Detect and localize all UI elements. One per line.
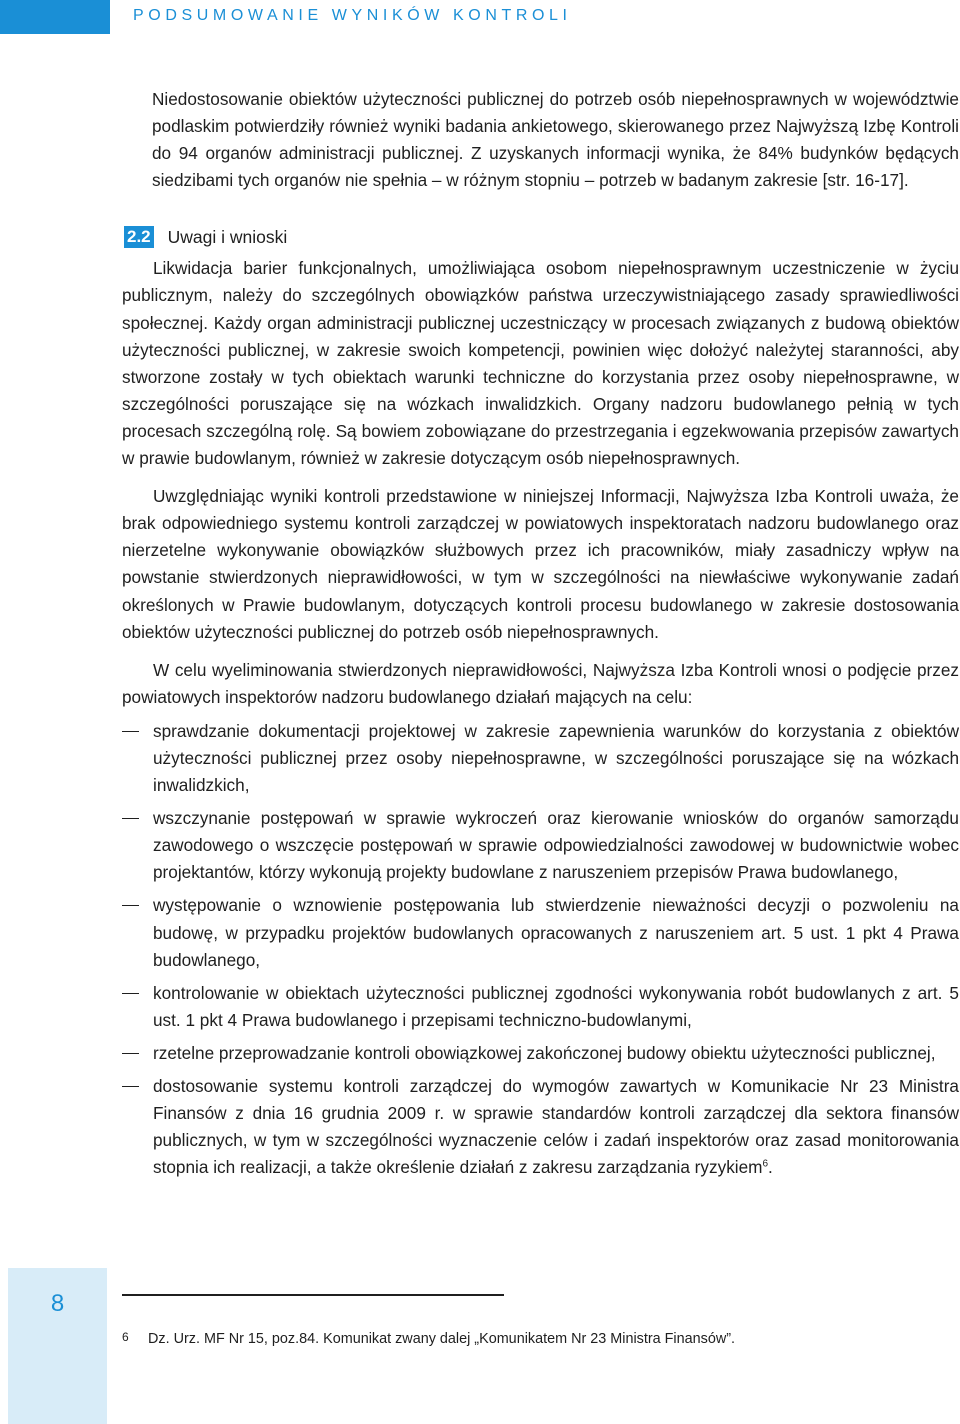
footnote — [122, 1330, 735, 1347]
list-item-text: występowanie o wznowienie postępowania lub stwierdzenie nieważności decyzji o pozwoleniu na budowę, w przypadku projektów budowlanych opracowanych z naruszeniem art. 5 ust. 1 pkt 4 Prawa budowlanego, — [153, 895, 959, 970]
dash-bullet-icon — [122, 818, 139, 819]
intro-paragraph: Niedostosowanie obiektów użyteczności publicznej do potrzeb osób niepełnosprawnych w województwie podlaskim potwierdziły również wyniki badania ankietowego, skierowanego przez Najwyższą Izbę Kontroli do 94 organów administracji publicznej. Z uzyskanych informacji wynika, że 84% budynków będących siedzibami tych organów nie spełnia – w różnym stopniu – potrzeb w badanym zakresie [str. 16-17]. — [152, 89, 959, 191]
list-item — [122, 718, 959, 799]
dash-bullet-icon — [122, 905, 139, 906]
list-item-text: rzetelne przeprowadzanie kontroli obowiązkowej zakończonej budowy obiektu użyteczności publicznej, — [153, 1042, 936, 1063]
section-heading — [122, 223, 959, 251]
dash-bullet-icon — [122, 731, 139, 732]
list-item-text: sprawdzanie dokumentacji projektowej w zakresie zapewnienia warunków do korzystania z obiektów użyteczności publicznej przez osoby niepełnosprawne, w szczególności poruszające się na wózkach inwalidzkich, — [153, 720, 959, 796]
list-item — [122, 1073, 959, 1181]
recommendations-list — [122, 718, 959, 1182]
footnote-reference[interactable]: 6 — [762, 1158, 769, 1170]
footnote-marker: 6 — [122, 1330, 129, 1344]
main-content — [122, 86, 959, 1187]
footnote-text: Dz. Urz. MF Nr 15, poz.84. Komunikat zwany dalej „Komunikatem Nr 23 Ministra Finansów”. — [148, 1331, 736, 1347]
list-item — [122, 1040, 959, 1067]
running-header-title: PODSUMOWANIE WYNIKÓW KONTROLI — [133, 7, 572, 24]
section-number: 2.2 — [124, 226, 154, 248]
list-item-text: kontrolowanie w obiektach użyteczności publicznej zgodności wykonywania robót budowlanych z art. 5 ust. 1 pkt 4 Prawa budowlanego i przepisami techniczno-budowlanymi, — [153, 982, 959, 1030]
list-item-text: wszczynanie postępowań w sprawie wykroczeń oraz kierowanie wniosków do organów samorządu zawodowego o wszczęcie postępowań w sprawie odpowiedzialności zawodowej w budownictwie wobec projektantów, którzy wykonują projekty budowlane z naruszeniem przepisów Prawa budowlanego, — [153, 808, 959, 883]
list-item — [122, 980, 959, 1034]
list-item-end: . — [768, 1157, 773, 1178]
dash-bullet-icon — [122, 1086, 139, 1087]
dash-bullet-icon — [122, 1053, 139, 1054]
list-item — [122, 892, 959, 973]
page-number: 8 — [50, 1290, 65, 1317]
section-title: Uwagi i wnioski — [167, 226, 288, 247]
dash-bullet-icon — [122, 993, 139, 994]
footnote-divider — [122, 1294, 504, 1296]
list-item-text: dostosowanie systemu kontroli zarządczej do wymogów zawartych w Komunikacie Nr 23 Ministra Finansów z dnia 16 grudnia 2009 r. w sprawie standardów kontroli zarządczej dla sektora finansów publicznych, w tym w szczególności wyznaczenie celów i zadań inspektorów oraz zasad monitorowania stopnia ich realizacji, a także określenie działań z zakresu zarządzania ryzykiem — [153, 1076, 959, 1178]
paragraph-requests: W celu wyeliminowania stwierdzonych nieprawidłowości, Najwyższa Izba Kontroli wnosi o podjęcie przez powiatowych inspektorów nadzoru budowlanego działań mających na celu: — [122, 659, 959, 707]
paragraph-findings: Uwzględniając wyniki kontroli przedstawione w niniejszej Informacji, Najwyższa Izba Kontroli uważa, że brak odpowiedniego systemu kontroli zarządczej w powiatowych inspektoratach nadzoru budowlanego oraz nierzetelne wykonywanie obowiązków służbowych przez ich pracowników, miały zasadniczy wpływ na powstanie stwierdzonych nieprawidłowości, w tym w szczególności na niewłaściwe wykonywanie zadań określonych w Prawie budowlanym, dotyczących kontroli procesu budowlanego w zakresie dostosowania obiektów użyteczności publicznej do potrzeb osób niepełnosprawnych. — [122, 486, 959, 642]
paragraph-barriers: Likwidacja barier funkcjonalnych, umożliwiająca osobom niepełnosprawnym uczestniczenie w życiu publicznym, należy do szczególnych obowiązków państwa urzeczywistniającego zasady sprawiedliwości społecznej. Każdy organ administracji publicznej uczestniczący w procesach związanych z budową obiektów użyteczności publicznej, w zakresie swoich kompetencji, powinien więc dołożyć należytej staranności, aby stworzone zostały w tych obiektach warunki techniczne do korzystania przez osoby niepełnosprawne, w szczególności poruszające się na wózkach inwalidzkich. Organy nadzoru budowlanego pełnią w tych procesach szczególną rolę. Są bowiem zobowiązane do przestrzegania i egzekwowania przepisów zawartych w prawie budowlanym, również w zakresie dotyczącym osób niepełnosprawnych. — [122, 258, 959, 469]
header-accent-block — [0, 0, 110, 34]
list-item — [122, 805, 959, 886]
